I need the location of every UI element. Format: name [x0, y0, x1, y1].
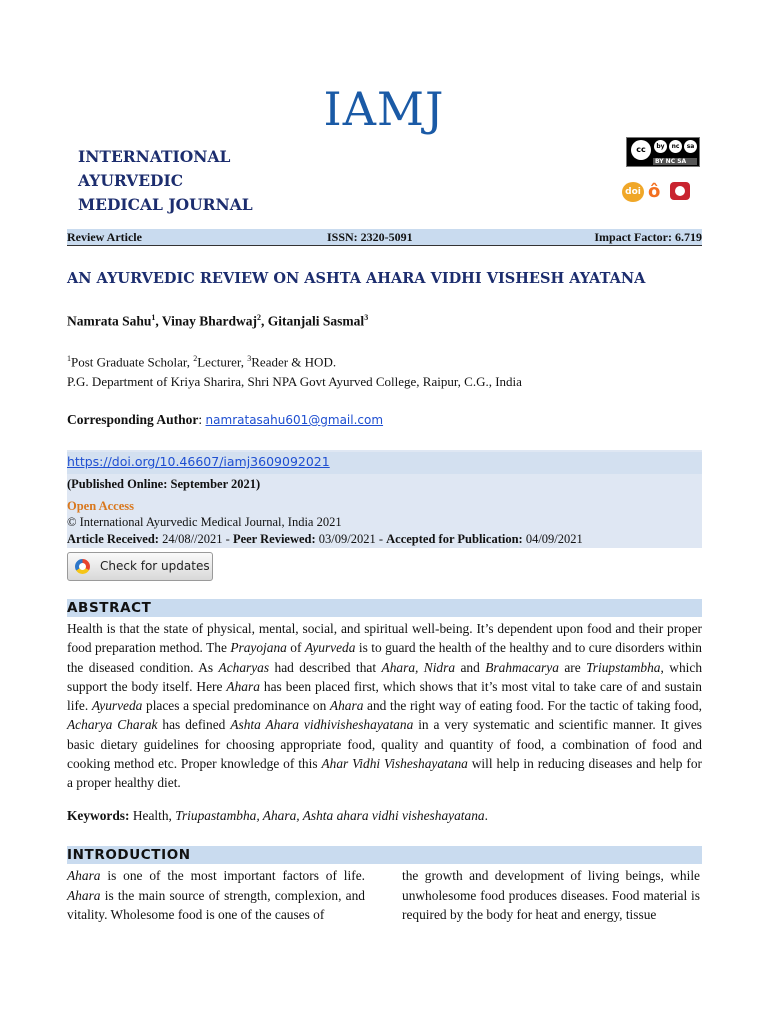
- cc-license-label: BY NC SA: [653, 158, 697, 165]
- author-name: Gitanjali Sasmal: [267, 313, 365, 329]
- journal-name-line: MEDICAL JOURNAL: [78, 195, 253, 214]
- italic-term: Ayurveda: [304, 640, 356, 656]
- open-access-label: Open Access: [67, 499, 135, 513]
- italic-term: Acharyas: [218, 659, 270, 675]
- article-title: AN AYURVEDIC REVIEW ON ASHTA AHARA VIDHI VISHESH AYATANA: [67, 270, 646, 287]
- article-meta-bar: [67, 229, 702, 246]
- italic-term: Prayojana: [230, 640, 287, 656]
- cc-icon: cc: [631, 140, 651, 160]
- italic-term: Ashta Ahara vidhivisheshayatana: [230, 717, 414, 733]
- journal-logo: IAMJ: [323, 82, 445, 136]
- introduction-heading: INTRODUCTION: [67, 846, 702, 864]
- corresponding-email-link[interactable]: namratasahu601@gmail.com: [205, 413, 384, 427]
- introduction-column-left: Ahara is one of the most important factors of life. Ahara is the main source of strength, complexion, and vitality. Wholesome food is one of the causes of: [67, 868, 365, 922]
- creative-commons-icon[interactable]: [626, 137, 700, 167]
- journal-name: [78, 145, 253, 217]
- by-icon: by: [654, 140, 667, 153]
- doi-icon[interactable]: doi: [622, 182, 644, 202]
- italic-term: Ahara: [329, 698, 364, 714]
- open-access-icon[interactable]: ô: [648, 181, 661, 202]
- journal-name-line: AYURVEDIC: [78, 171, 184, 190]
- doi-link[interactable]: https://doi.org/10.46607/iamj3609092021: [67, 452, 702, 474]
- keywords-label: Keywords:: [67, 808, 130, 823]
- introduction-column-right: the growth and development of living beings, while unwholesome food produces diseases. Food material is required by the body for heat and energy, tissue: [402, 868, 700, 922]
- author-list: Namrata Sahu$^1$, Vinay Bhardwaj$^2$, Gitanjali Sasmal$^3$: [67, 313, 369, 329]
- issn: ISSN: 2320-5091: [327, 230, 413, 244]
- affiliation-roles: $^1$Post Graduate Scholar, $^2$Lecturer, $^3$Reader & HOD.: [67, 354, 337, 370]
- impact-factor: Impact Factor: 6.719: [594, 230, 702, 244]
- author-affil-number: 1: [151, 313, 156, 322]
- affiliation-department: P.G. Department of Kriya Sharira, Shri NPA Govt Ayurved College, Raipur, C.G., India: [67, 374, 522, 390]
- italic-term: Triupstambha: [586, 659, 661, 675]
- italic-term: Ahar Vidhi Visheshayatana: [321, 756, 468, 772]
- crossmark-icon: [75, 559, 90, 574]
- author-affil-number: 2: [257, 313, 262, 322]
- italic-term: Ahara: [226, 678, 260, 694]
- copyright-notice: © International Ayurvedic Medical Journal, India 2021: [67, 515, 342, 529]
- corresponding-author-label: Corresponding Author: [67, 412, 199, 427]
- italic-term: Ahara, Nidra: [381, 659, 456, 675]
- check-for-updates-label: Check for updates: [100, 559, 210, 573]
- keywords: [67, 808, 488, 824]
- corresponding-author: Corresponding Author: namratasahu601@gmail.com: [67, 412, 384, 427]
- article-dates: Article Received: 24/08//2021 - Peer Reviewed: 03/09/2021 - Accepted for Publication: 04/09/2021: [67, 532, 583, 546]
- italic-term: Ahara: [67, 887, 101, 903]
- author-name: Namrata Sahu: [67, 313, 152, 329]
- affiliation: [67, 349, 522, 392]
- abstract-body: Health is that the state of physical, mental, social, and spiritual well-being. It’s dependent upon food and their proper food preparation method. The Prayojana of Ayurveda is to guard the health of the healthy and to cure disorders within the diseased condition. As Acharyas had described that Ahara, Nidra and Brahmacarya are Triupstambha, which support the body itself. Here Ahara has been placed first, which shows that it’s most vital to take care of and sustain life. Ayurveda places a special predominance on Ahara and the right way of eating food. For the tactic of taking food, Acharya Charak has defined Ashta Ahara vidhivisheshayatana in a very systematic and scientific manner. It gives basic dietary guidelines for choosing appropriate food, quality and quantity of food, a combination of food and cooking method etc. Proper knowledge of this Ahar Vidhi Visheshayatana will help in reducing diseases and help for a proper healthy diet.: [67, 621, 703, 791]
- italic-term: Ahara: [67, 868, 101, 883]
- check-for-updates-button[interactable]: [67, 552, 213, 581]
- nc-icon: nc: [669, 140, 682, 153]
- author-affil-number: 3: [364, 313, 369, 322]
- sa-icon: sa: [684, 140, 697, 153]
- crossref-icon[interactable]: [670, 182, 690, 200]
- author-name: Vinay Bhardwaj: [161, 313, 258, 329]
- keywords-list: Health, Triupastambha, Ahara, Ashta ahara vidhi visheshayatana.: [129, 808, 488, 823]
- italic-term: Ayurveda: [91, 698, 143, 714]
- italic-term: Brahmacarya: [485, 659, 559, 675]
- published-online: (Published Online: September 2021): [67, 477, 261, 491]
- article-type: Review Article: [67, 230, 142, 244]
- italic-term: Acharya Charak: [67, 717, 158, 733]
- abstract-heading: ABSTRACT: [67, 599, 702, 617]
- italic-term: Triupastambha, Ahara, Ashta ahara vidhi visheshayatana: [175, 808, 485, 823]
- journal-name-line: INTERNATIONAL: [78, 147, 231, 166]
